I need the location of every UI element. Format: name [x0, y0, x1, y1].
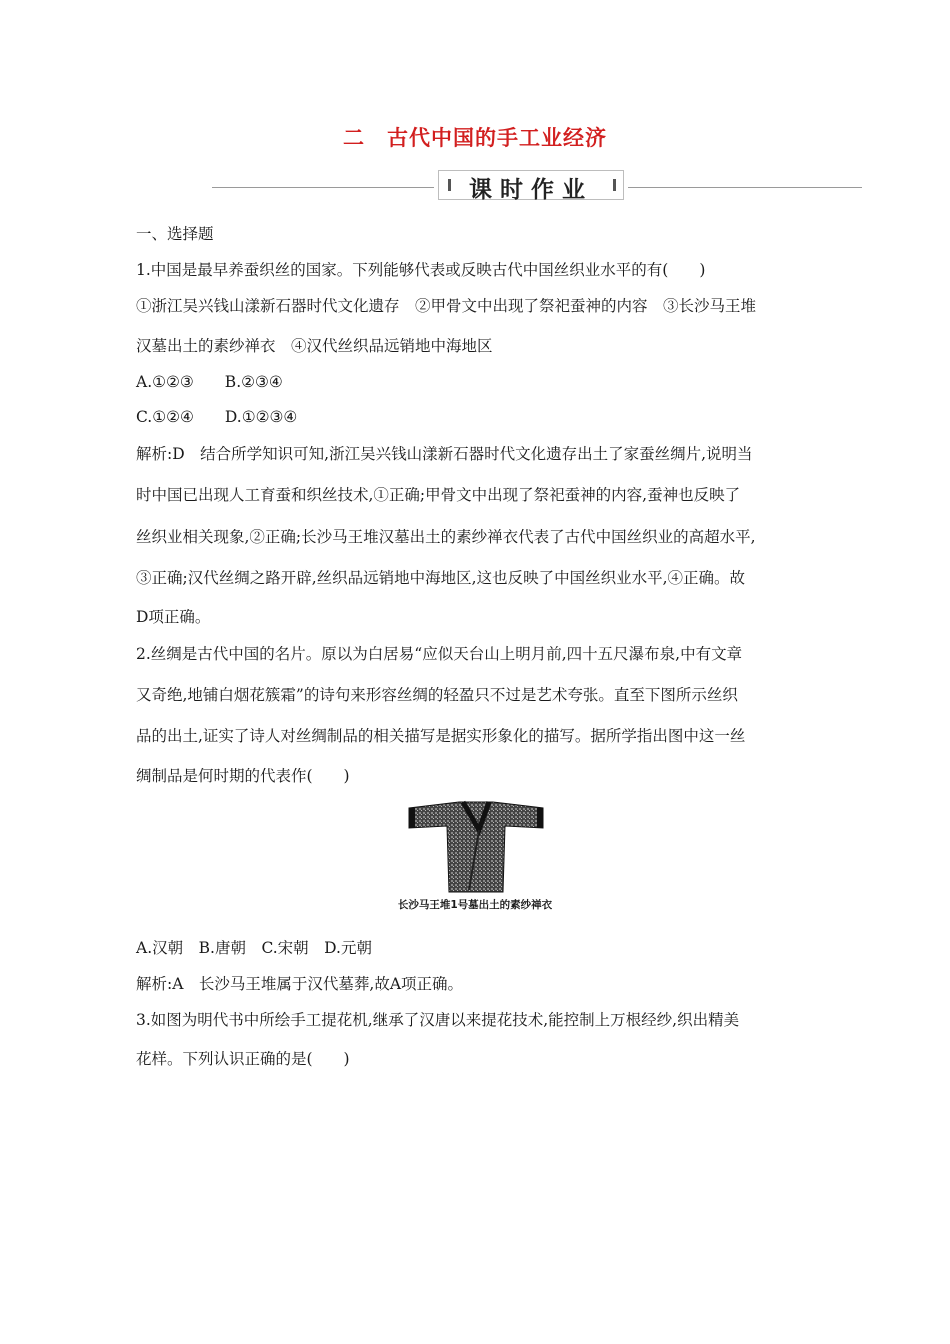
text-line: D项正确。: [136, 608, 211, 626]
text-line: 花样。下列认识正确的是( ): [136, 1050, 350, 1068]
section-banner: [212, 170, 862, 203]
text-line: 品的出土,证实了诗人对丝绸制品的相关描写是据实形象化的描写。据所学指出图中这一丝: [136, 727, 746, 745]
text-line: A.汉朝 B.唐朝 C.宋朝 D.元朝: [136, 939, 372, 957]
text-line: ①浙江吴兴钱山漾新石器时代文化遗存 ②甲骨文中出现了祭祀蚕神的内容 ③长沙马王堆: [136, 297, 757, 315]
document-title: 二 古代中国的手工业经济: [343, 126, 607, 150]
text-line: 又奇绝,地铺白烟花簇霜”的诗句来形容丝绸的轻盈只不过是艺术夸张。直至下图所示丝织: [136, 686, 738, 704]
banner-tick-right: [613, 179, 616, 191]
text-line: 丝织业相关现象,②正确;长沙马王堆汉墓出土的素纱禅衣代表了古代中国丝织业的高超水平,: [136, 528, 756, 546]
text-line: C.①②④ D.①②③④: [136, 408, 298, 426]
text-line: 解析:A 长沙马王堆属于汉代墓葬,故A项正确。: [136, 975, 464, 993]
figure-caption: 长沙马王堆1号墓出土的素纱禅衣: [397, 899, 553, 911]
text-line: 绸制品是何时期的代表作( ): [136, 767, 350, 785]
text-line: 3.如图为明代书中所绘手工提花机,继承了汉唐以来提花技术,能控制上万根经纱,织出精美: [136, 1011, 740, 1029]
text-line: 汉墓出土的素纱禅衣 ④汉代丝织品远销地中海地区: [136, 337, 493, 355]
text-line: 1.中国是最早养蚕织丝的国家。下列能够代表或反映古代中国丝织业水平的有( ): [136, 261, 706, 279]
robe-image: [407, 800, 545, 896]
text-line: ③正确;汉代丝绸之路开辟,丝织品远销地中海地区,这也反映了中国丝织业水平,④正确。故: [136, 569, 746, 587]
section-heading: 一、选择题: [136, 225, 214, 243]
text-line: 2.丝绸是古代中国的名片。原以为白居易“应似天台山上明月前,四十五尺瀑布泉,中有文章: [136, 645, 743, 663]
text-line: A.①②③ B.②③④: [136, 373, 283, 391]
banner-rule-left: [212, 187, 434, 188]
text-line: 解析:D 结合所学知识可知,浙江吴兴钱山漾新石器时代文化遗存出土了家蚕丝绸片,说明当: [136, 445, 753, 463]
banner-label: 课时作业: [469, 177, 593, 203]
text-line: 时中国已出现人工育蚕和织丝技术,①正确;甲骨文中出现了祭祀蚕神的内容,蚕神也反映了: [136, 486, 741, 504]
banner-tick-left: [448, 179, 451, 191]
banner-rule-right: [628, 187, 862, 188]
